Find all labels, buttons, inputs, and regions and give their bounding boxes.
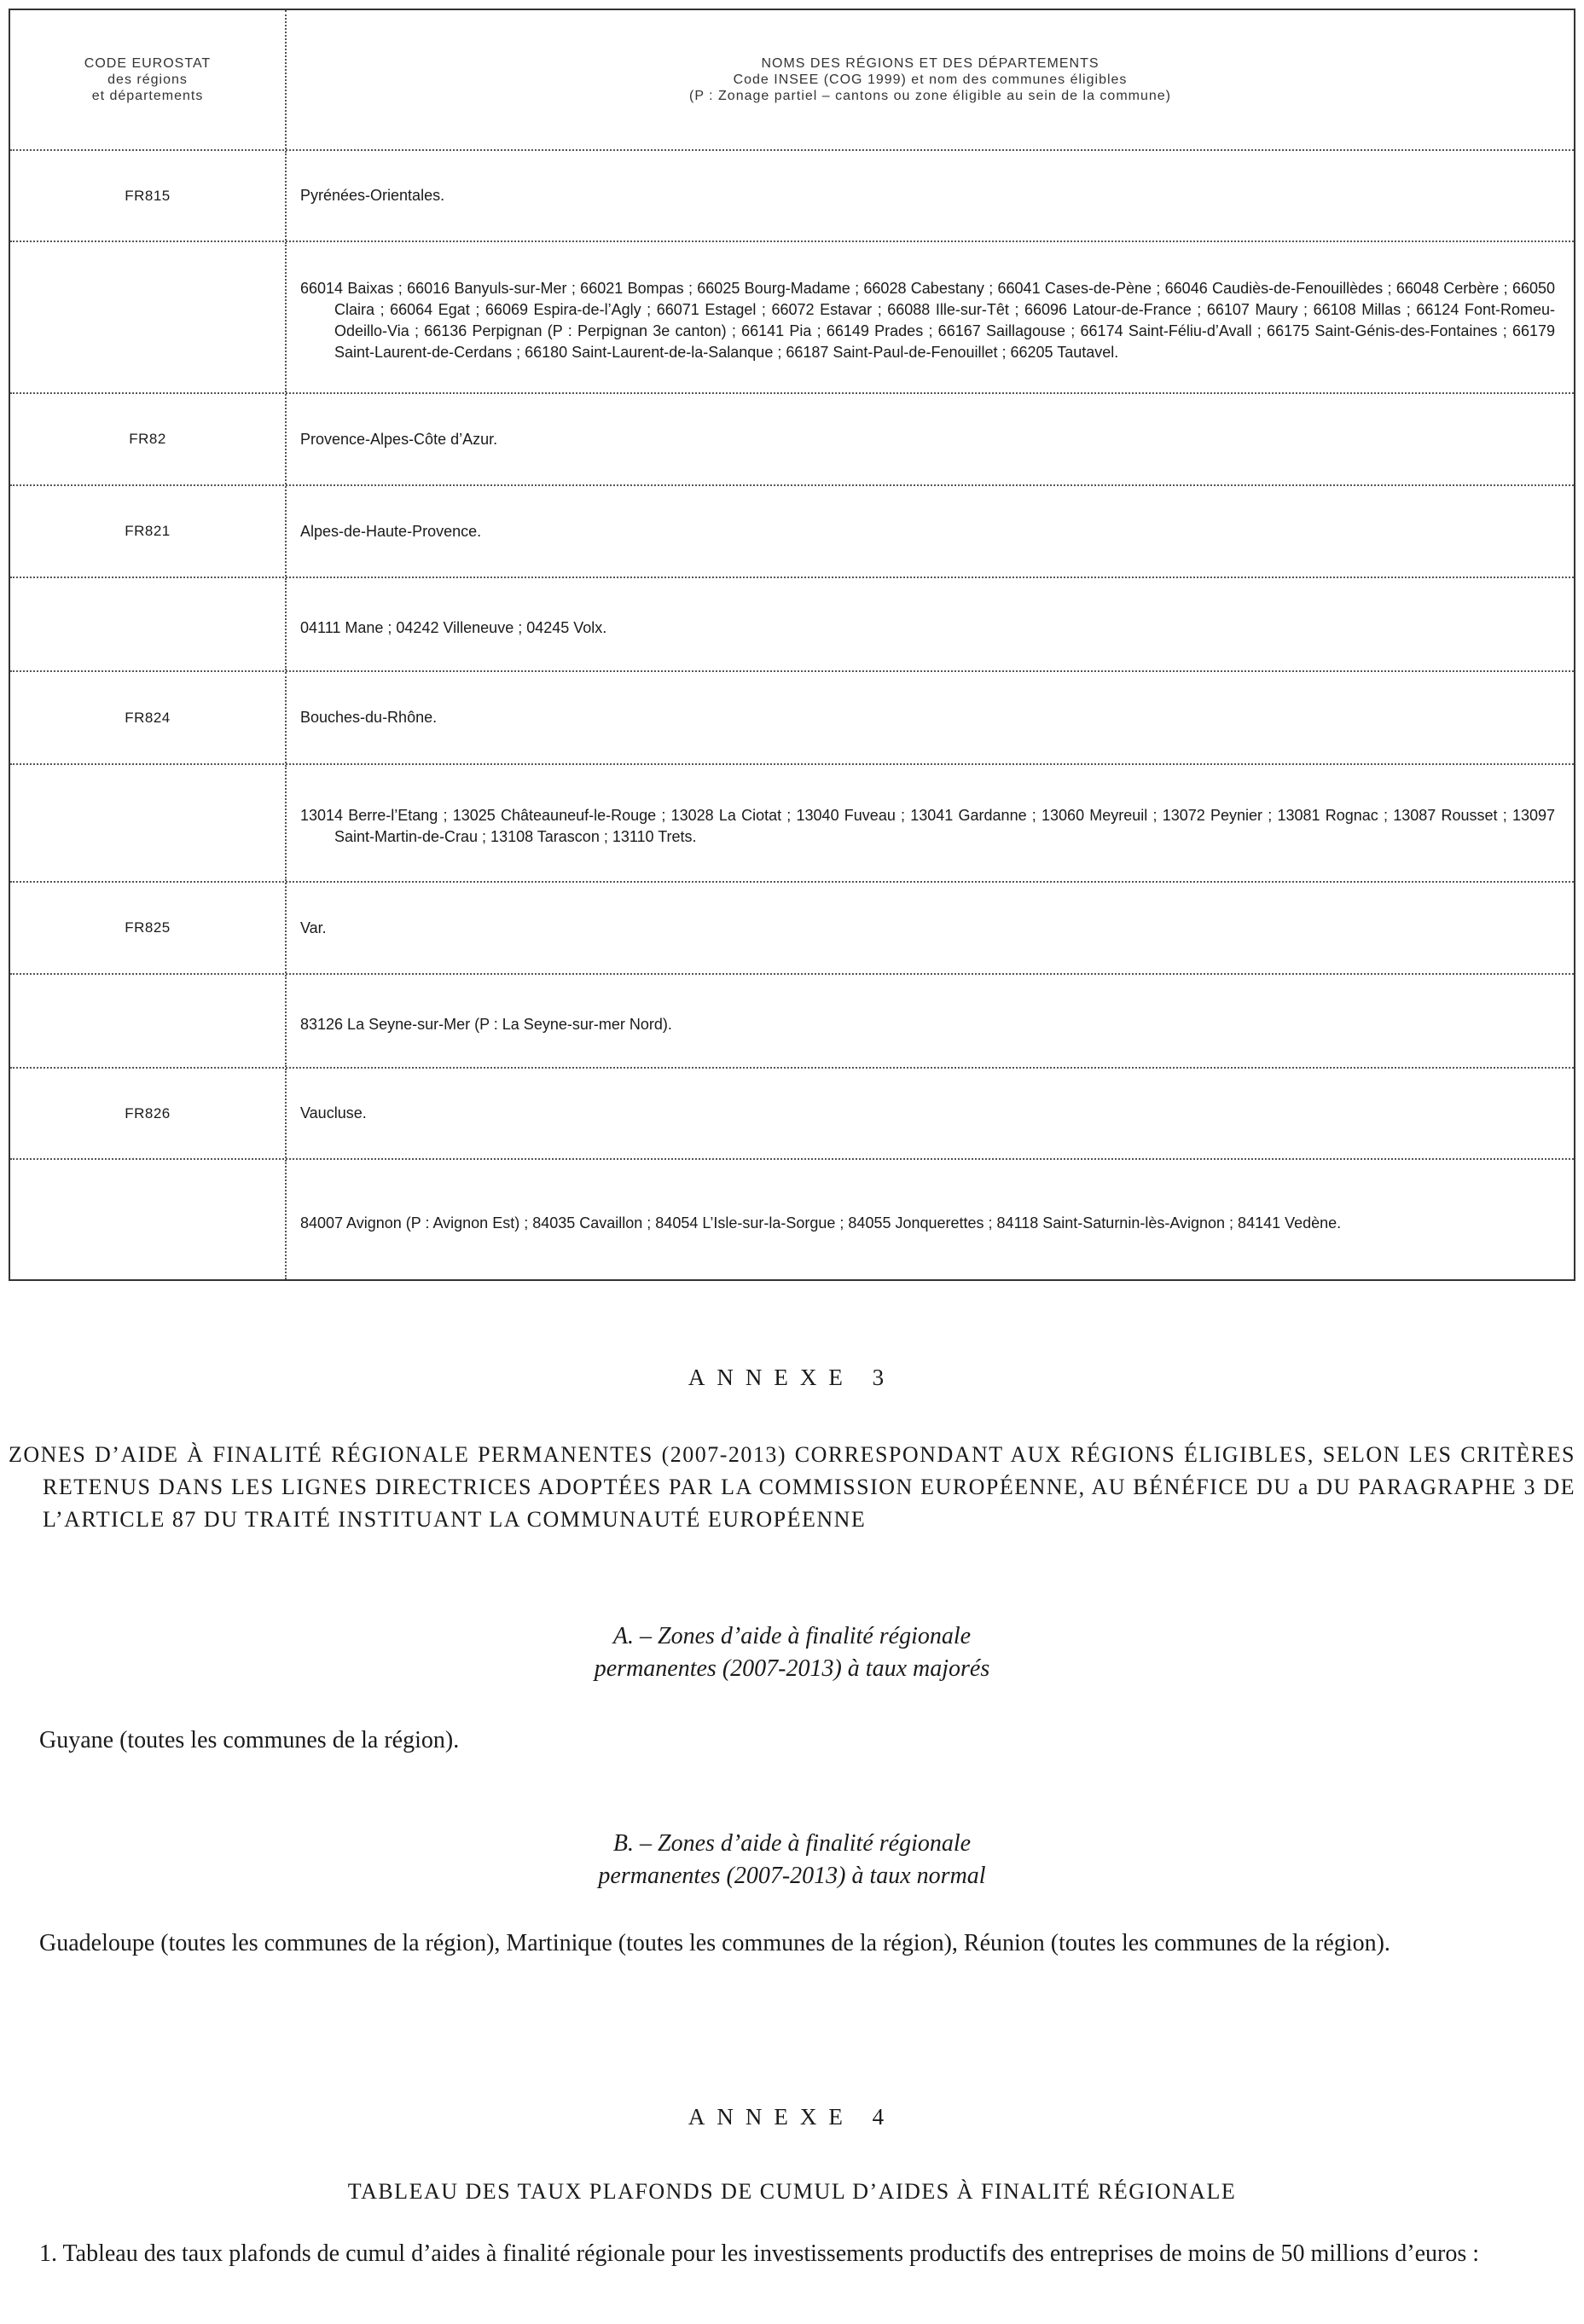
header-code-line: des régions xyxy=(107,72,188,87)
name-cell: Vaucluse. xyxy=(300,1104,367,1121)
name-cell: Provence-Alpes-Côte d’Azur. xyxy=(300,430,498,448)
name-cell: Pyrénées-Orientales. xyxy=(300,187,445,204)
code-cell: FR824 xyxy=(10,672,287,763)
name-cell: Alpes-de-Haute-Provence. xyxy=(300,522,482,540)
code-cell xyxy=(10,578,287,670)
code-cell: FR821 xyxy=(10,486,287,577)
communes-list: 83126 La Seyne-sur-Mer (P : La Seyne-sur-mer Nord). xyxy=(300,1015,672,1033)
section-b-line1: B. – Zones d’aide à finalité régionale xyxy=(612,1830,972,1857)
table-row xyxy=(10,578,1574,672)
table-row xyxy=(10,672,1574,765)
table-row xyxy=(10,883,1574,975)
annex-4-text: 1. Tableau des taux plafonds de cumul d’aides à finalité régionale pour les investissements productifs des entreprises de moins de 50 millions d’euros : xyxy=(39,2240,1480,2267)
header-name-line: NOMS DES RÉGIONS ET DES DÉPARTEMENTS xyxy=(761,56,1100,71)
communes-list: 04111 Mane ; 04242 Villeneuve ; 04245 Volx. xyxy=(300,618,607,636)
code-cell xyxy=(10,765,287,881)
table-header-row xyxy=(10,10,1574,151)
annex-4-title: ANNEXE 4 xyxy=(688,2104,896,2130)
code-cell xyxy=(10,242,287,392)
section-b-heading xyxy=(9,1828,1575,1892)
name-cell xyxy=(287,765,1574,881)
code-cell xyxy=(10,1160,287,1279)
section-a-line2: permanentes (2007-2013) à taux majorés xyxy=(594,1655,990,1682)
name-cell xyxy=(287,975,1574,1067)
annex-4-heading: TABLEAU DES TAUX PLAFONDS DE CUMUL D’AIDES À FINALITÉ RÉGIONALE xyxy=(347,2179,1237,2204)
name-cell xyxy=(287,1160,1574,1279)
header-name-line: Code INSEE (COG 1999) et nom des communes éligibles xyxy=(733,72,1128,87)
header-code-line: CODE EUROSTAT xyxy=(84,56,212,71)
table-row xyxy=(10,394,1574,486)
name-cell: Var. xyxy=(300,919,327,936)
code-cell: FR82 xyxy=(10,394,287,484)
code-cell: FR825 xyxy=(10,883,287,973)
section-b-text: Guadeloupe (toutes les communes de la région), Martinique (toutes les communes de la région), Réunion (toutes les communes de la région). xyxy=(39,1930,1390,1956)
code-cell: FR815 xyxy=(10,151,287,241)
table-row xyxy=(10,486,1574,578)
code-cell xyxy=(10,975,287,1067)
header-code-cell xyxy=(10,10,287,149)
table-row xyxy=(10,151,1574,242)
communes-list: 66014 Baixas ; 66016 Banyuls-sur-Mer ; 66021 Bompas ; 66025 Bourg-Madame ; 66028 Cabestany ; 66041 Cases-de-Pène ; 66046 Caudiès-de-Fenouillèdes ; 66048 Cerbère ; 66050 Claira ; 66064 Egat ; 66069 Espira-de-l’Agly ; 66071 Estagel ; 66072 Estavar ; 66088 Ille-sur-Têt ; 66096 Latour-de-France ; 66107 Maury ; 66108 Millas ; 66124 Font-Romeu-Odeillo-Via ; 66136 Perpignan (P : Perpignan 3e canton) ; 66141 Pia ; 66149 Prades ; 66167 Saillagouse ; 66174 Saint-Féliu-d’Avall ; 66175 Saint-Génis-des-Fontaines ; 66179 Saint-Laurent-de-Cerdans ; 66180 Saint-Laurent-de-la-Salanque ; 66187 Saint-Paul-de-Fenouillet ; 66205 Tautavel. xyxy=(300,280,1555,361)
code-cell: FR826 xyxy=(10,1069,287,1158)
section-a-text: Guyane (toutes les communes de la région). xyxy=(39,1727,460,1753)
name-cell: Bouches-du-Rhône. xyxy=(300,709,438,726)
annex-3-title: ANNEXE 3 xyxy=(688,1365,896,1390)
header-name-line: (P : Zonage partiel – cantons ou zone éligible au sein de la commune) xyxy=(688,89,1171,103)
communes-list: 84007 Avignon (P : Avignon Est) ; 84035 Cavaillon ; 84054 L’Isle-sur-la-Sorgue ; 84055 Jonquerettes ; 84118 Saint-Saturnin-lès-Avignon ; 84141 Vedène. xyxy=(300,1214,1342,1232)
header-code-line: et départements xyxy=(91,89,204,103)
section-a-line1: A. – Zones d’aide à finalité régionale xyxy=(612,1623,972,1649)
section-b-line2: permanentes (2007-2013) à taux normal xyxy=(598,1863,986,1889)
communes-list: 13014 Berre-l’Etang ; 13025 Châteauneuf-le-Rouge ; 13028 La Ciotat ; 13040 Fuveau ; 13041 Gardanne ; 13060 Meyreuil ; 13072 Peynier ; 13081 Rognac ; 13087 Rousset ; 13097 Saint-Martin-de-Crau ; 13108 Tarascon ; 13110 Trets. xyxy=(300,807,1555,845)
name-cell xyxy=(287,578,1574,670)
annex-3-heading: ZONES D’AIDE À FINALITÉ RÉGIONALE PERMANENTES (2007-2013) CORRESPONDANT AUX RÉGIONS ÉLIGIBLES, SELON LES CRITÈRES RETENUS DANS LES LIGNES DIRECTRICES ADOPTÉES PAR LA COMMISSION EUROPÉENNE, AU BÉNÉFICE DU a DU PARAGRAPHE 3 DE L’ARTICLE 87 DU TRAITÉ INSTITUANT LA COMMUNAUTÉ EUROPÉENNE xyxy=(9,1442,1575,1532)
table-row xyxy=(10,242,1574,394)
table-row xyxy=(10,975,1574,1069)
eligibility-table xyxy=(9,9,1575,1281)
header-name-cell xyxy=(287,10,1574,149)
name-cell xyxy=(287,242,1574,392)
table-row xyxy=(10,765,1574,883)
table-row xyxy=(10,1160,1574,1279)
table-row xyxy=(10,1069,1574,1160)
section-a-heading xyxy=(9,1620,1575,1685)
